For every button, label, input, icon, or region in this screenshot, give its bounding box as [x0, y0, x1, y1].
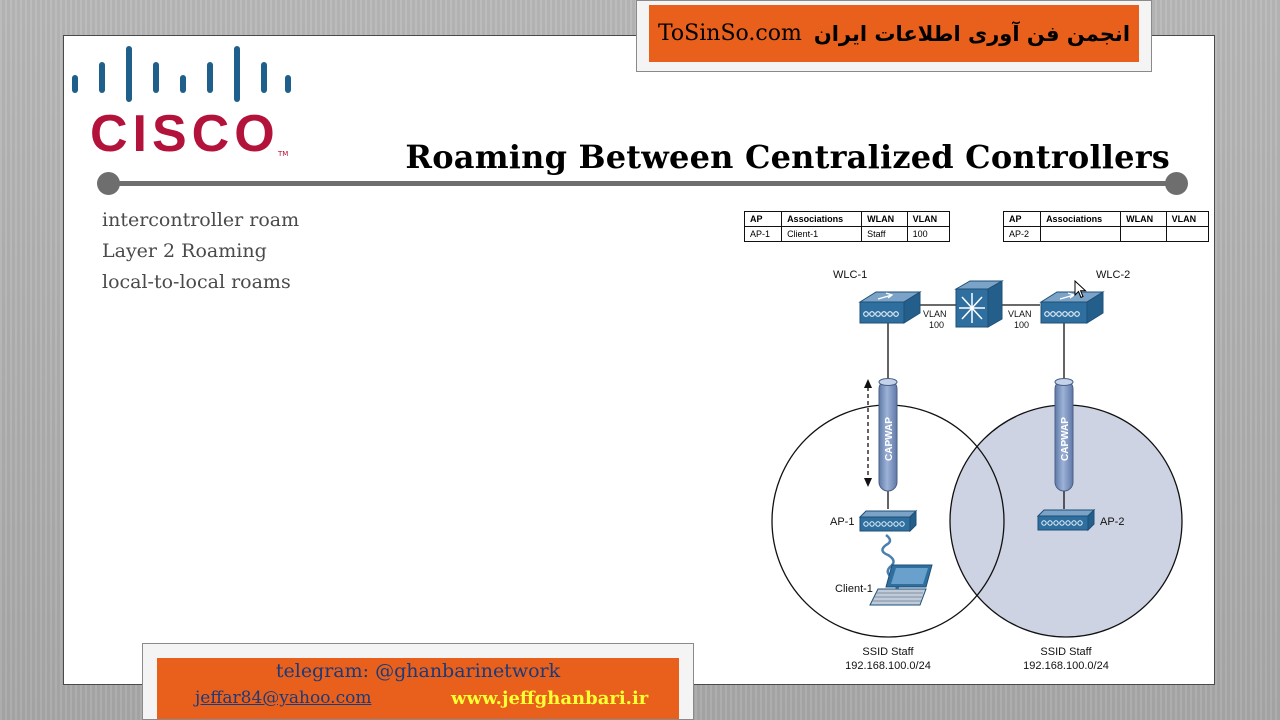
site-name[interactable]: ToSinSo.com [657, 21, 802, 46]
title-rule [108, 181, 1176, 186]
site-org-name: انجمن فن آوری اطلاعات ایران [813, 21, 1131, 46]
roaming-diagram [700, 255, 1220, 685]
ssid-label-right: SSID Staff [1040, 646, 1092, 658]
table-cell [1121, 227, 1166, 242]
ap2-label: AP-2 [1100, 516, 1125, 528]
capwap-tunnel-ap1 [879, 379, 897, 492]
subnet-label-left: 192.168.100.0/24 [845, 660, 931, 672]
bullet-item: intercontroller roam [102, 209, 300, 231]
table-cell [1041, 227, 1121, 242]
table-cell: 100 [907, 227, 949, 242]
contact-banner [142, 643, 694, 720]
rule-left-knob [97, 172, 120, 195]
website-link[interactable]: www.jeffghanbari.ir [451, 688, 649, 709]
subnet-label-right: 192.168.100.0/24 [1023, 660, 1109, 672]
site-banner [636, 0, 1152, 72]
table-cell: AP-1 [745, 227, 782, 242]
capwap-label: CAPWAP [1060, 417, 1071, 461]
roam-arrow [864, 379, 872, 487]
table-header: WLAN [862, 212, 907, 227]
vlan-id-left: 100 [929, 320, 945, 330]
wlc1-controller-icon[interactable] [860, 292, 920, 323]
email-link[interactable]: jeffar84@yahoo.com [195, 688, 372, 708]
table-header: AP [1004, 212, 1041, 227]
slide-title: Roaming Between Centralized Controllers [405, 138, 1170, 176]
ssid-label-left: SSID Staff [862, 646, 914, 658]
ap1-access-point-icon[interactable] [860, 511, 916, 531]
vlan-label-right: VLAN [1008, 309, 1032, 319]
wlc1-label: WLC-1 [833, 269, 868, 281]
table-cell: Client-1 [782, 227, 862, 242]
table-header: VLAN [907, 212, 949, 227]
mouse-cursor-icon [1074, 280, 1088, 300]
vlan-label-left: VLAN [923, 309, 947, 319]
vlan-id-right: 100 [1014, 320, 1030, 330]
client1-laptop-icon[interactable] [870, 565, 932, 605]
capwap-label: CAPWAP [884, 417, 895, 461]
table-cell: Staff [862, 227, 907, 242]
wlc2-label: WLC-2 [1096, 269, 1131, 281]
bullet-item: Layer 2 Roaming [102, 240, 267, 262]
bullet-item: local-to-local roams [102, 271, 291, 293]
wlc1-ap-table [744, 211, 950, 242]
ap2-access-point-icon[interactable] [1038, 510, 1094, 530]
capwap-tunnel-ap2 [1055, 379, 1073, 492]
telegram-handle[interactable]: telegram: @ghanbarinetwork [275, 660, 561, 682]
table-header: WLAN [1121, 212, 1166, 227]
ap1-label: AP-1 [830, 516, 855, 528]
cisco-logo-word: CISCO [90, 105, 280, 163]
bullet-list [102, 207, 299, 300]
table-header: AP [745, 212, 782, 227]
client1-label: Client-1 [835, 583, 873, 595]
table-header: Associations [782, 212, 862, 227]
table-header: VLAN [1166, 212, 1208, 227]
wlc2-controller-icon[interactable] [1041, 292, 1103, 323]
table-cell [1166, 227, 1208, 242]
core-switch-icon[interactable] [956, 281, 1002, 327]
rule-right-knob [1165, 172, 1188, 195]
table-header: Associations [1041, 212, 1121, 227]
table-cell: AP-2 [1004, 227, 1041, 242]
cisco-trademark: TM [278, 150, 289, 158]
wlc2-ap-table [1003, 211, 1209, 242]
